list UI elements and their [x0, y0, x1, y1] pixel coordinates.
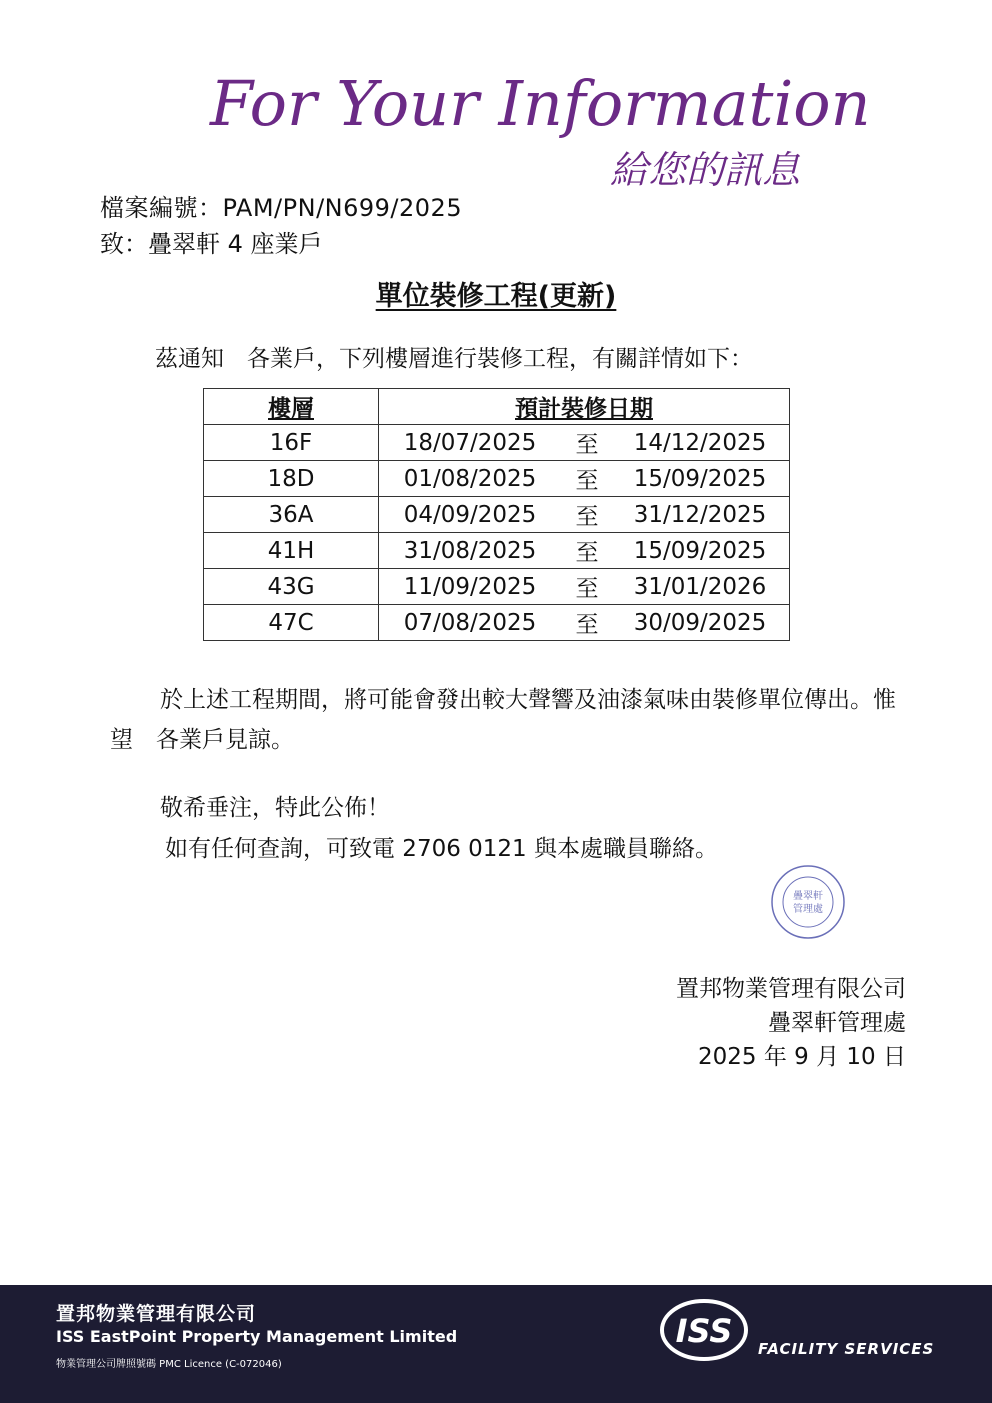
header-floor: 樓層: [204, 389, 379, 425]
logo-script-en: For Your Information: [210, 67, 871, 140]
signature-office: 疊翠軒管理處: [768, 1010, 906, 1036]
row-floor: 43G: [204, 569, 379, 605]
row-floor: 18D: [204, 461, 379, 497]
row-from: 04/09/2025: [403, 501, 537, 528]
row-from: 07/08/2025: [403, 609, 537, 636]
signature-company: 置邦物業管理有限公司: [676, 976, 906, 1002]
row-to-word: 至: [575, 612, 599, 638]
footer-company-cn: 置邦物業管理有限公司: [56, 1303, 257, 1325]
row-to-word: 至: [575, 504, 599, 530]
enquiry-line: 如有任何查詢，可致電 2706 0121 與本處職員聯絡。: [165, 836, 718, 862]
intro-text: 茲通知 各業戶，下列樓層進行裝修工程，有關詳情如下：: [155, 346, 753, 372]
row-to-word: 至: [575, 432, 599, 458]
row-to-word: 至: [575, 468, 599, 494]
attention-line: 敬希垂注，特此公佈！: [160, 795, 390, 821]
row-to-word: 至: [575, 576, 599, 602]
footer-band: [0, 1285, 992, 1403]
row-from: 18/07/2025: [403, 429, 537, 456]
table-header-row: [204, 389, 790, 425]
row-until: 15/09/2025: [633, 537, 767, 564]
iss-logo: [660, 1297, 972, 1367]
row-until: 14/12/2025: [633, 429, 767, 456]
for-your-information-logo: [200, 55, 890, 195]
row-floor: 16F: [204, 425, 379, 461]
signature-date: 2025 年 9 月 10 日: [698, 1044, 906, 1070]
reference-number: 檔案編號：PAM/PN/N699/2025: [100, 194, 463, 222]
stamp-text-1: 疊翠軒: [793, 891, 823, 902]
row-until: 31/12/2025: [633, 501, 767, 528]
iss-logo-text: ISS: [675, 1312, 733, 1350]
row-until: 15/09/2025: [633, 465, 767, 492]
notice-title: 單位裝修工程(更新): [375, 281, 617, 312]
noise-notice-paragraph: 於上述工程期間，將可能會發出較大聲響及油漆氣味由裝修單位傳出。惟望 各業戶見諒。: [110, 687, 896, 753]
table-row: [204, 569, 790, 605]
footer-company-en: ISS EastPoint Property Management Limited: [56, 1327, 458, 1346]
table-row: [204, 533, 790, 569]
row-until: 30/09/2025: [633, 609, 767, 636]
row-floor: 47C: [204, 605, 379, 641]
row-from: 31/08/2025: [403, 537, 537, 564]
table-row: [204, 425, 790, 461]
stamp-text-2: 管理處: [793, 904, 823, 915]
footer-licence: 物業管理公司牌照號碼 PMC Licence (C-072046): [56, 1359, 282, 1370]
logo-script-cn: 給您的訊息: [610, 148, 801, 192]
table-row: [204, 461, 790, 497]
table-row: [204, 605, 790, 641]
row-from: 01/08/2025: [403, 465, 537, 492]
renovation-table: [203, 388, 790, 641]
recipient-line: 致：疊翠軒 4 座業戶: [100, 230, 323, 258]
row-until: 31/01/2026: [633, 573, 767, 600]
office-stamp: [770, 864, 846, 940]
row-to-word: 至: [575, 540, 599, 566]
row-floor: 41H: [204, 533, 379, 569]
iss-tagline: FACILITY SERVICES: [758, 1340, 935, 1358]
table-row: [204, 497, 790, 533]
header-period: 預計裝修日期: [379, 389, 790, 425]
row-from: 11/09/2025: [403, 573, 537, 600]
row-floor: 36A: [204, 497, 379, 533]
